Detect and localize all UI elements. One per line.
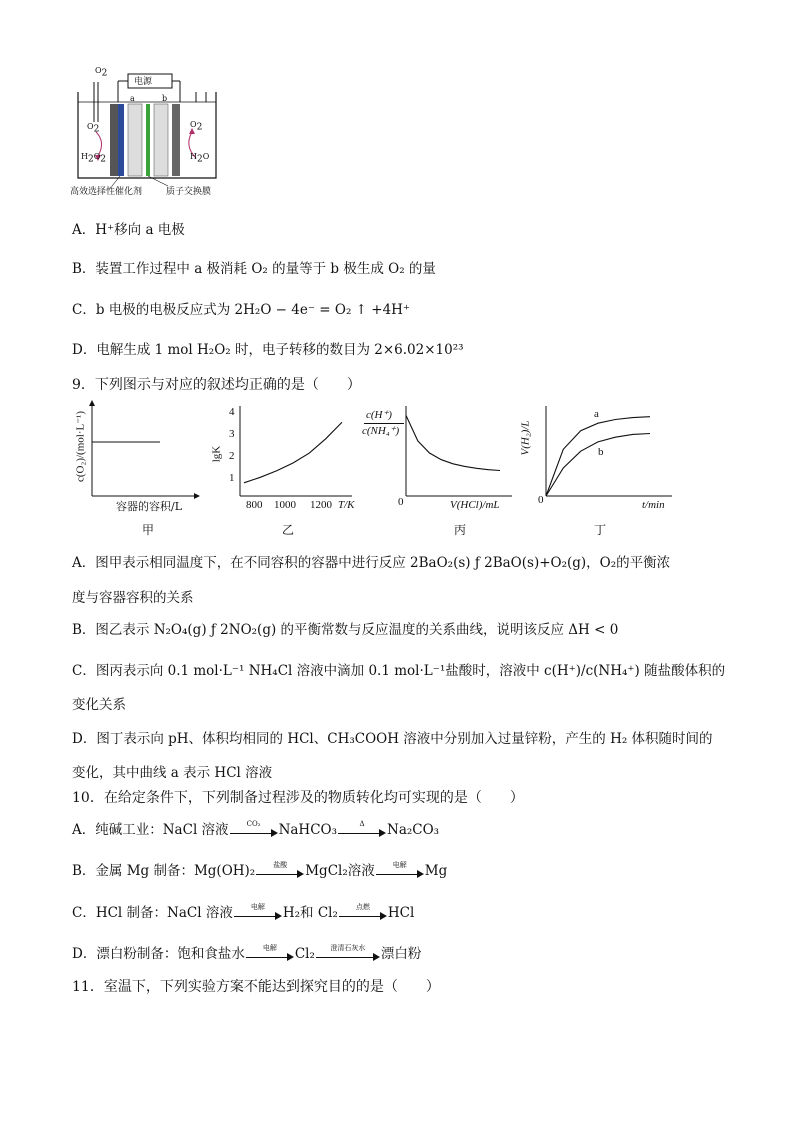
- bing-origin: 0: [398, 496, 404, 508]
- q9-option-b: B．图乙表示 N₂O₄(g) ƒ 2NO₂(g) 的平衡常数与反应温度的关系曲线，说明该反应 ΔH < 0: [72, 622, 619, 638]
- yi-xtick-1000: 1000: [274, 499, 296, 511]
- q11-stem: 11．室温下，下列实验方案不能达到探究目的的是（ ）: [72, 979, 440, 995]
- jia-ylabel: c(O₂)/(mol·L⁻¹): [74, 411, 87, 482]
- bing-name: 丙: [454, 523, 467, 537]
- chart-jia: [72, 398, 202, 538]
- yi-name: 乙: [282, 523, 295, 537]
- reaction-arrow: 电解: [246, 948, 294, 962]
- reaction-arrow: 点燃: [339, 907, 387, 921]
- q10-option-c: C．HCl 制备：NaCl 溶液 电解 H₂和 Cl₂ 点燃 HCl: [72, 902, 415, 921]
- q9-stem: 9．下列图示与对应的叙述均正确的是（ ）: [72, 377, 361, 393]
- right-h2o-label: $H_2O$: [190, 152, 210, 165]
- caption-membrane: 质子交换膜: [166, 187, 212, 197]
- q9-option-c-2: 变化关系: [72, 697, 126, 713]
- reaction-arrow: 电解: [234, 907, 282, 921]
- yi-ytick-2: 2: [229, 450, 235, 462]
- yi-ytick-4: 4: [229, 406, 235, 418]
- q9-option-c-1: C．图丙表示向 0.1 mol·L⁻¹ NH₄Cl 溶液中滴加 0.1 mol·L⁻¹盐酸时，溶液中 c(H⁺)/c(NH₄⁺) 随盐酸体积的: [72, 663, 726, 679]
- yi-ylabel: lgK: [210, 445, 223, 463]
- q10-option-b: B．金属 Mg 制备：Mg(OH)₂ 盐酸 MgCl₂溶液 电解 Mg: [72, 860, 448, 879]
- ding-origin: 0: [538, 494, 544, 506]
- ding-xlabel: t/min: [642, 499, 665, 511]
- jia-xlabel: 容器的容积/L: [116, 500, 183, 513]
- yi-xtick-800: 800: [246, 499, 263, 511]
- q10-stem: 10．在给定条件下，下列制备过程涉及的物质转化均可实现的是（ ）: [72, 790, 524, 806]
- ding-curve-a-label: a: [594, 408, 599, 420]
- yi-ytick-3: 3: [229, 428, 235, 440]
- q8-option-d: D．电解生成 1 mol H₂O₂ 时，电子转移的数目为 2×6.02×10²³: [72, 342, 464, 358]
- right-o2-label: $O_2$: [190, 120, 203, 133]
- ding-ylabel: V(H₂)/L: [519, 420, 532, 456]
- q10-option-d: D．漂白粉制备：饱和食盐水 电解 Cl₂ 澄清石灰水 漂白粉: [72, 943, 422, 962]
- ding-name: 丁: [594, 523, 607, 537]
- gas-in-label: $O_2$: [95, 66, 108, 79]
- ding-curve-b-label: b: [598, 446, 604, 458]
- jia-name: 甲: [142, 523, 155, 537]
- chart-bing: [362, 404, 522, 538]
- chart-yi: [210, 404, 370, 538]
- reaction-arrow: 电解: [376, 865, 424, 879]
- bing-ylabel-bottom: c(NH₄⁺): [362, 425, 400, 437]
- electrode-b-label: b: [162, 94, 168, 103]
- q8-option-c: C．b 电极的电极反应式为 2H₂O − 4e⁻ = O₂ ↑ +4H⁺: [72, 302, 411, 318]
- bing-curve: [406, 415, 500, 470]
- q9-option-a-1: A．图甲表示相同温度下，在不同容积的容器中进行反应 2BaO₂(s) ƒ 2BaO(s)+O₂(g)，O₂的平衡浓: [72, 555, 671, 571]
- ding-curve-b: [546, 434, 650, 497]
- bing-ylabel-top: c(H⁺): [366, 409, 392, 421]
- chart-ding: [519, 404, 682, 538]
- q8-option-a: A．H⁺移向 a 电极: [72, 222, 185, 238]
- q9-option-a-2: 度与容器容积的关系: [72, 590, 194, 606]
- caption-catalyst: 高效选择性催化剂: [70, 187, 143, 197]
- reaction-arrow: 澄清石灰水: [316, 948, 380, 962]
- yi-xtick-1200: 1200: [310, 499, 332, 511]
- left-h2o2-label: $H_2O_2$: [81, 152, 107, 165]
- bing-xlabel: V(HCl)/mL: [450, 499, 500, 511]
- q9-option-d-2: 变化，其中曲线 a 表示 HCl 溶液: [72, 765, 273, 781]
- reaction-arrow: CO₂: [230, 824, 278, 838]
- left-o2-label: $O_2$: [87, 122, 100, 135]
- q10-option-a: A．纯碱工业：NaCl 溶液 CO₂ NaHCO₃ Δ Na₂CO₃: [72, 819, 440, 838]
- power-label: 电源: [134, 77, 153, 87]
- yi-curve: [244, 422, 342, 483]
- reaction-arrow: 盐酸: [256, 865, 304, 879]
- reaction-arrow: Δ: [338, 824, 386, 838]
- electrode-a-label: a: [130, 94, 135, 103]
- yi-xlabel: T/K: [338, 499, 355, 511]
- q9-option-d-1: D．图丁表示向 pH、体积均相同的 HCl、CH₃COOH 溶液中分别加入过量锌粉，产生的 H₂ 体积随时间的: [72, 731, 713, 747]
- electrolysis-cell-figure: [68, 62, 258, 202]
- yi-ytick-1: 1: [229, 472, 235, 484]
- q8-option-b: B．装置工作过程中 a 极消耗 O₂ 的量等于 b 极生成 O₂ 的量: [72, 261, 436, 277]
